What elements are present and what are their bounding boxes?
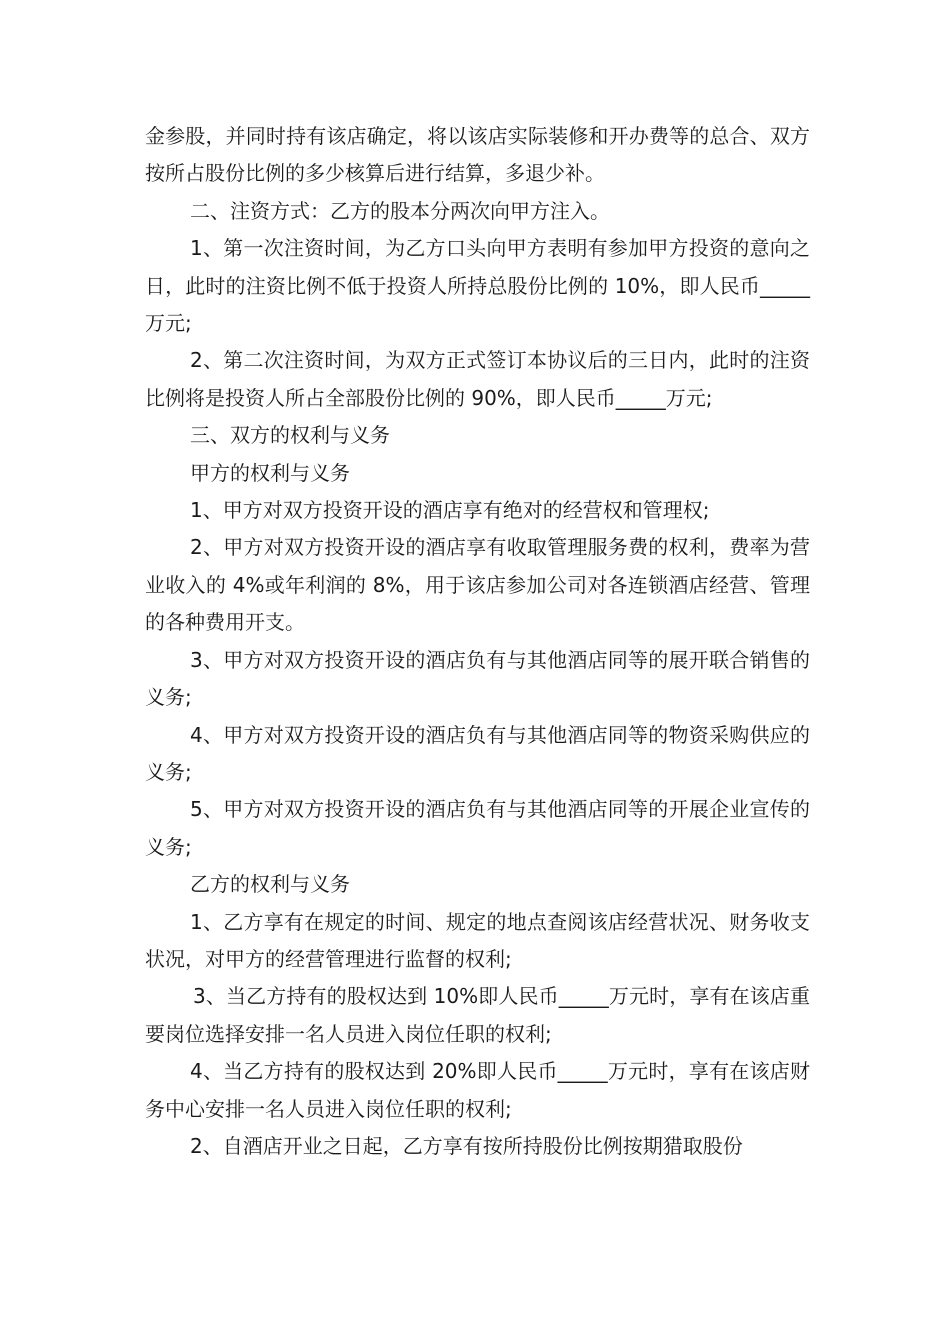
subheading-party-a: 甲方的权利与义务	[190, 460, 350, 485]
paragraph-second-injection: 2、第二次注资时间，为双方正式签订本协议后的三日内，此时的注资比例将是投资人所占全部股份比例的 90%，即人民币_____万元;	[145, 348, 810, 410]
section-heading-capital-injection: 二、注资方式：乙方的股本分两次向甲方注入。	[190, 198, 610, 223]
document-body	[145, 118, 810, 1165]
party-b-item-1: 1、乙方享有在规定的时间、规定的地点查阅该店经营状况、财务收支状况，对甲方的经营管理进行监督的权利;	[145, 909, 810, 971]
party-a-item-3: 3、甲方对双方投资开设的酒店负有与其他酒店同等的展开联合销售的义务;	[145, 647, 810, 710]
subheading-party-b: 乙方的权利与义务	[190, 872, 350, 897]
party-a-item-1: 1、甲方对双方投资开设的酒店享有绝对的经营权和管理权;	[190, 498, 710, 523]
party-a-item-2: 2、甲方对双方投资开设的酒店享有收取管理服务费的权利，费率为营业收入的 4%或年利润的 8%，用于该店参加公司对各连锁酒店经营、管理的各种费用开支。	[145, 535, 810, 635]
paragraph-contribution-settlement: 金参股，并同时持有该店确定，将以该店实际装修和开办费等的总合、双方按所占股份比例的多少核算后进行结算，多退少补。	[145, 124, 810, 186]
party-b-item-2-continued: 2、自酒店开业之日起，乙方享有按所持股份比例按期猎取股份	[190, 1133, 743, 1158]
party-b-item-3: 3、当乙方持有的股权达到 10%即人民币_____万元时，享有在该店重要岗位选择安排一名人员进入岗位任职的权利;	[145, 984, 810, 1046]
party-b-item-4: 4、当乙方持有的股权达到 20%即人民币_____万元时，享有在该店财务中心安排一名人员进入岗位任职的权利;	[145, 1059, 810, 1121]
paragraph-first-injection: 1、第一次注资时间，为乙方口头向甲方表明有参加甲方投资的意向之日，此时的注资比例不低于投资人所持总股份比例的 10%，即人民币_____万元;	[145, 236, 810, 336]
party-a-item-4: 4、甲方对双方投资开设的酒店负有与其他酒店同等的物资采购供应的义务;	[145, 722, 810, 784]
section-heading-rights-obligations: 三、双方的权利与义务	[190, 423, 390, 448]
party-a-item-5: 5、甲方对双方投资开设的酒店负有与其他酒店同等的开展企业宣传的义务;	[145, 797, 810, 859]
